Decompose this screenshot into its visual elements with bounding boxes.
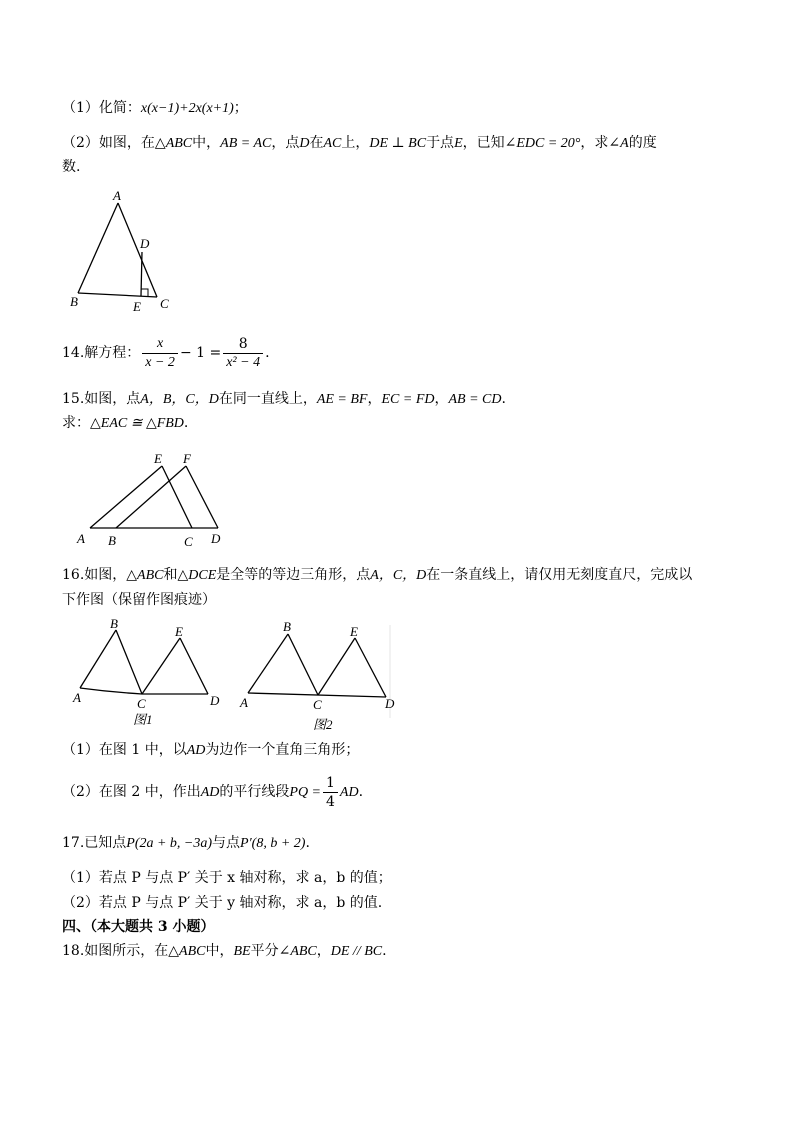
fig13-label-a: A: [113, 188, 121, 203]
fig15-label-e: E: [154, 451, 162, 466]
fig16-2-label-e: E: [350, 624, 358, 639]
fig16-1-ce: [142, 638, 180, 694]
fig15-label-a: A: [77, 531, 85, 546]
q16-part1: （1）在图 1 中，以AD为边作一个直角三角形；: [62, 742, 360, 758]
q14-frac2: $\frac{8}{\text{x² − 4}}$: [223, 335, 263, 372]
q13-part2: （2）如图，在△ABC中，AB = AC，点D在AC上，DE ⊥ BC于点E，已知∠EDC = 20°，求∠A的度: [62, 135, 657, 151]
fig15-label-f: F: [183, 451, 191, 466]
fig16-1-ed: [180, 638, 208, 694]
fig16-2-ab: [248, 634, 288, 693]
fig16-1-bc: [116, 630, 142, 694]
fig16-2-ed: [355, 638, 386, 697]
fig16-1-label-d: D: [210, 693, 220, 708]
fig13-label-c: C: [160, 296, 169, 311]
fig16-2-label-b: B: [283, 619, 291, 634]
q14: 14.解方程： $\frac{x}{x - 2}$ − 1 = $\frac{8}{\text{x² − 4}}$ .: [62, 335, 270, 370]
section-4-title: 四、（本大题共 3 小题）: [62, 919, 215, 935]
q16-frac: $\frac{1}{4}$: [323, 774, 338, 811]
fig16-2-label-a: A: [240, 695, 248, 710]
q16-text-cont: 下作图（保留作图痕迹）: [62, 592, 216, 608]
fig16-figure-2: [239, 619, 395, 732]
fig16-1-label-c: C: [137, 696, 146, 711]
fig13-label-b: B: [70, 294, 78, 309]
fig16-1-label-b: B: [110, 616, 118, 631]
q15-text: 15.如图，点A，B，C，D在同一直线上，AE = BF，EC = FD，AB = CD.: [62, 391, 506, 407]
q15-prove: 求：△EAC ≅ △FBD.: [62, 415, 189, 431]
fig16-1-caption: 图1: [133, 712, 153, 727]
fig15-label-c: C: [184, 534, 193, 549]
q13-part1: （1）化简：x(x−1)+2x(x+1)；: [62, 100, 248, 116]
q14-frac1: $\frac{x}{x - 2}$: [142, 335, 178, 372]
fig16-1-ac: [80, 688, 142, 694]
fig16-1-label-a: A: [73, 690, 81, 705]
fig16-1-label-e: E: [175, 624, 183, 639]
q17-part2: （2）若点 P 与点 P′ 关于 y 轴对称，求 a，b 的值.: [62, 895, 383, 911]
fig15-label-b: B: [108, 533, 116, 548]
fig13-label-d: D: [140, 236, 150, 251]
q17-part1: （1）若点 P 与点 P′ 关于 x 轴对称，求 a，b 的值；: [62, 870, 392, 886]
fig16-2-label-d: D: [385, 696, 395, 711]
q16-text: 16.如图，△ABC和△DCE是全等的等边三角形，点A，C，D在一条直线上，请仅用无刻度直尺，完成以: [62, 567, 693, 583]
fig16-2-ce: [318, 638, 355, 695]
fig15-label-d: D: [211, 531, 221, 546]
q13-part2-cont: 数.: [62, 159, 81, 175]
fig16-2-caption: 图2: [313, 717, 333, 732]
fig16-figure-1: [72, 616, 220, 727]
fig16-1-ab: [80, 630, 116, 688]
q16-part2: （2）在图 2 中，作出AD的平行线段PQ = $\frac{1}{4}$ AD.: [62, 774, 364, 810]
fig16-2-bc: [288, 634, 318, 695]
fig16-2-label-c: C: [313, 697, 322, 712]
fig13-label-e: E: [133, 299, 141, 314]
q17-text: 17.已知点P(2a + b, −3a)与点P′(8, b + 2).: [62, 835, 310, 851]
q18-text: 18.如图所示，在△ABC中，BE平分∠ABC，DE // BC.: [62, 943, 387, 959]
